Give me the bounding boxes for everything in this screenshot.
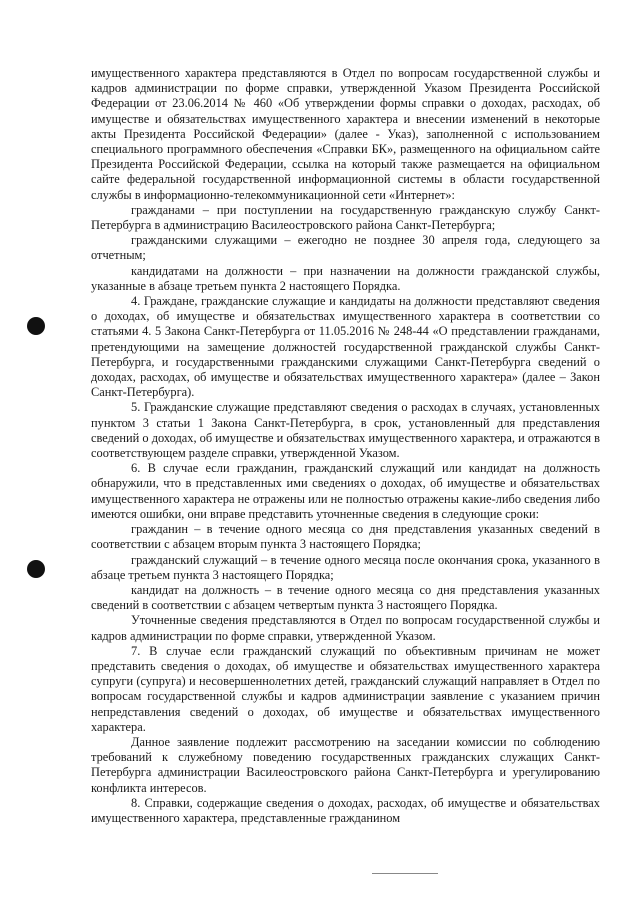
paragraph-item-5: 5. Гражданские служащие представляют сведения о расходах в случаях, установленных пунктом 3 статьи 1 Закона Санкт-Петербурга, в срок, установленный для представления сведений о доходах, об имуществе и обязательствах имущественного характера, и отражаются в соответствующем разделе справки, утвержденной Указом. bbox=[91, 400, 600, 461]
paragraph-item-6: 6. В случае если гражданин, гражданский служащий или кандидат на должность обнаружили, что в представленных ими сведениях о доходах, об имуществе и обязательствах имущественного характера не отражены или не полностью отражены какие-либо сведения либо имеются ошибки, они вправе представить уточненные сведения в следующие сроки: bbox=[91, 461, 600, 521]
footer-rule bbox=[372, 873, 438, 874]
document-body bbox=[91, 66, 600, 826]
paragraph-item-8: 8. Справки, содержащие сведения о доходах, расходах, об имуществе и обязательствах имущественного характера, представленные гражданином bbox=[91, 795, 600, 825]
punch-hole bbox=[27, 317, 45, 335]
paragraph-civil-servants: гражданскими служащими – ежегодно не позднее 30 апреля года, следующего за отчетным; bbox=[91, 233, 600, 263]
paragraph-candidate-deadline: кандидат на должность – в течение одного месяца со дня представления указанных сведений в соответствии с абзацем четвертым пункта 3 настоящего Порядка. bbox=[91, 582, 600, 613]
paragraph-updated-info: Уточненные сведения представляются в Отдел по вопросам государственной службы и кадров администрации по форме справки, утвержденной Указом. bbox=[91, 613, 600, 643]
paragraph-citizens: гражданами – при поступлении на государственную гражданскую службу Санкт-Петербурга в администрацию Василеостровского района Санкт-Петербурга; bbox=[91, 202, 600, 233]
paragraph-citizen-deadline: гражданин – в течение одного месяца со дня представления указанных сведений в соответствии с абзацем вторым пункта 3 настоящего Порядка; bbox=[91, 522, 600, 552]
paragraph-item-7: 7. В случае если гражданский служащий по объективным причинам не может представить сведения о доходах, об имуществе и обязательствах имущественного характера супруги (супруга) и несовершеннолетних детей, гражданский служащий направляет в Отдел по вопросам государственной службы и кадров администрации заявление с указанием причин непредставления сведений о доходах, об имуществе и обязательствах имущественного характера. bbox=[91, 643, 600, 734]
punch-hole bbox=[27, 560, 45, 578]
paragraph-candidates: кандидатами на должности – при назначении на должности гражданской службы, указанные в абзаце третьем пункта 2 настоящего Порядка. bbox=[91, 263, 600, 293]
paragraph-continuation: имущественного характера представляются в Отдел по вопросам государственной службы и кадров администрации по форме справки, утвержденной Указом Президента Российской Федерации от 23.06.2014 № 460 «Об утверждении формы справки о доходах, расходах, об имуществе и обязательствах имущественного характера и внесении изменений в некоторые акты Президента Российской Федерации» (далее - Указ), заполненной с использованием специального программного обеспечения «Справки БК», размещенного на официальном сайте Президента Российской Федерации, ссылка на который также размещается на официальном сайте федеральной государственной информационной системы в области государственной службы в информационно-телекоммуникационной сети «Интернет»: bbox=[91, 66, 600, 202]
paragraph-commission: Данное заявление подлежит рассмотрению на заседании комиссии по соблюдению требований к служебному поведению государственных гражданских служащих Санкт-Петербурга администрации Василеостровского района Санкт-Петербурга и урегулированию конфликта интересов. bbox=[91, 734, 600, 795]
paragraph-servant-deadline: гражданский служащий – в течение одного месяца после окончания срока, указанного в абзаце третьем пункта 3 настоящего Порядка; bbox=[91, 552, 600, 582]
paragraph-item-4: 4. Граждане, гражданские служащие и кандидаты на должности представляют сведения о доходах, об имуществе и обязательствах имущественного характера в соответствии со статьями 4. 5 Закона Санкт-Петербурга от 11.05.2016 № 248-44 «О представлении гражданами, претендующими на замещение должностей государственной гражданской службы Санкт-Петербурга, и государственными гражданскими служащими Санкт-Петербурга сведений о доходах, расходах, об имуществе и обязательствах имущественного характера» (далее – Закон Санкт-Петербурга). bbox=[91, 294, 600, 400]
